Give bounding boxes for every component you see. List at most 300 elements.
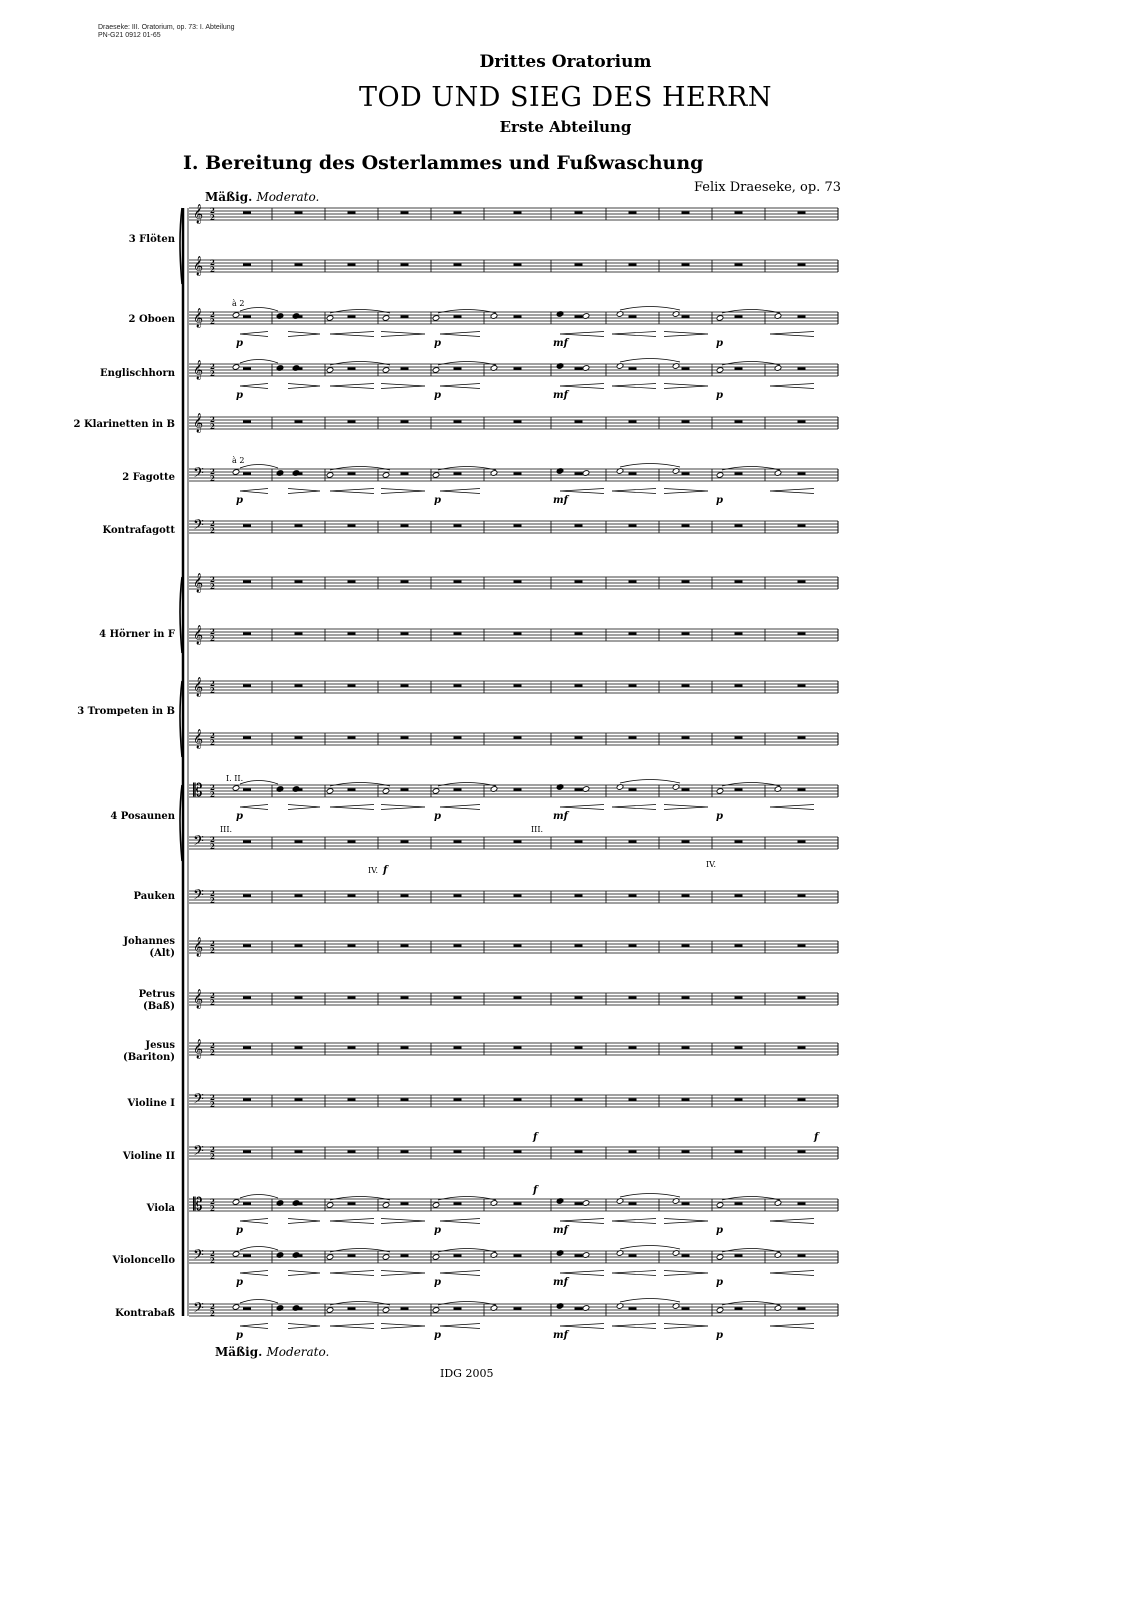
hairpin-line — [240, 1324, 268, 1327]
whole-rest — [682, 212, 690, 214]
slur — [620, 464, 680, 468]
whole-rest — [243, 895, 251, 897]
diminuendo-hairpin — [381, 805, 425, 810]
dynamic-f: f — [533, 1185, 538, 1196]
whole-rest — [295, 212, 303, 214]
hairpin-line — [330, 807, 374, 810]
note-head — [432, 1307, 440, 1314]
staff — [189, 1091, 838, 1111]
staff — [189, 256, 838, 276]
hairpin-line — [560, 1271, 604, 1274]
whole-rest — [735, 997, 743, 999]
composer: Felix Draeseke, op. 73 — [693, 180, 841, 195]
dynamic-p: p — [716, 338, 723, 349]
whole-rest — [798, 841, 806, 843]
crescendo-hairpin — [240, 1324, 268, 1329]
note-head — [326, 1307, 334, 1314]
whole-rest — [575, 212, 583, 214]
whole-rest — [575, 1203, 583, 1205]
whole-rest — [629, 473, 637, 475]
hairpin-line — [440, 1271, 480, 1274]
whole-rest — [629, 1099, 637, 1101]
whole-rest — [454, 841, 462, 843]
dynamic-p: p — [716, 1225, 723, 1236]
crescendo-hairpin — [770, 332, 814, 337]
staff — [189, 1247, 838, 1267]
whole-rest — [514, 1151, 522, 1153]
whole-rest — [348, 368, 356, 370]
staff — [189, 937, 838, 957]
dynamic-mf: mf — [553, 495, 568, 506]
instrument-name: 3 Flöten — [128, 234, 175, 245]
whole-rest — [514, 1099, 522, 1101]
tempo-italian: Moderato. — [256, 190, 320, 204]
whole-rest — [798, 473, 806, 475]
whole-rest — [798, 421, 806, 423]
time-signature-top: 2 — [210, 1249, 215, 1258]
hairpin-line — [240, 1221, 268, 1224]
whole-rest — [735, 525, 743, 527]
crescendo-hairpin — [240, 332, 268, 337]
whole-rest — [243, 945, 251, 947]
hairpin-line — [664, 491, 708, 494]
dynamic-p: p — [236, 338, 243, 349]
crescendo-hairpin — [330, 384, 374, 389]
crescendo-hairpin — [770, 1324, 814, 1329]
note-head — [232, 312, 240, 319]
whole-rest — [348, 316, 356, 318]
dynamic-p: p — [434, 390, 441, 401]
slur — [620, 1194, 680, 1198]
crescendo-hairpin — [560, 332, 604, 337]
whole-rest — [348, 895, 356, 897]
whole-rest — [629, 1151, 637, 1153]
crescendo-hairpin — [612, 1219, 656, 1224]
clef: 𝄞 — [193, 308, 204, 328]
whole-rest — [682, 685, 690, 687]
whole-rest — [295, 421, 303, 423]
whole-rest — [735, 421, 743, 423]
slur — [722, 1197, 780, 1201]
whole-rest — [295, 633, 303, 635]
instrument-name: Jesus — [145, 1040, 175, 1051]
crescendo-hairpin — [560, 805, 604, 810]
hairpin-line — [664, 807, 708, 810]
whole-rest — [348, 525, 356, 527]
dynamic-p: p — [236, 495, 243, 506]
whole-rest — [348, 581, 356, 583]
clef: 𝄞 — [193, 989, 204, 1009]
crescendo-hairpin — [560, 1271, 604, 1276]
time-signature-top: 2 — [210, 889, 215, 898]
hairpin-line — [612, 1324, 656, 1327]
hairpin-line — [770, 805, 814, 808]
instrument-name: Petrus — [138, 989, 175, 1000]
whole-rest — [735, 1047, 743, 1049]
crescendo-hairpin — [560, 384, 604, 389]
note-head — [232, 364, 240, 371]
whole-rest — [454, 581, 462, 583]
time-signature-top: 2 — [210, 362, 215, 371]
note-head — [232, 1251, 240, 1258]
header-note-line2: PN-G21 0912 01-65 — [98, 32, 161, 39]
diminuendo-hairpin — [381, 489, 425, 494]
whole-rest — [735, 1203, 743, 1205]
trombone-part-marking: III. — [531, 825, 544, 834]
crescendo-hairpin — [330, 1219, 374, 1224]
whole-rest — [514, 633, 522, 635]
whole-rest — [243, 1203, 251, 1205]
slur — [240, 781, 278, 785]
slur — [240, 1247, 278, 1251]
whole-rest — [575, 945, 583, 947]
whole-rest — [243, 997, 251, 999]
hairpin-line — [330, 334, 374, 337]
crescendo-hairpin — [770, 1271, 814, 1276]
hairpin-line — [440, 384, 480, 387]
diminuendo-hairpin — [664, 1219, 708, 1224]
instrument-name: Viola — [146, 1203, 175, 1214]
instrument-name: 4 Posaunen — [110, 811, 175, 822]
hairpin-line — [560, 1326, 604, 1329]
crescendo-hairpin — [240, 489, 268, 494]
time-signature-bottom: 2 — [210, 1100, 215, 1109]
instrument-name: Englischhorn — [100, 368, 175, 379]
hairpin-line — [664, 1273, 708, 1276]
hairpin-line — [664, 489, 708, 492]
hairpin-line — [440, 1219, 480, 1222]
hairpin-line — [288, 1271, 320, 1274]
hairpin-line — [381, 384, 425, 387]
whole-rest — [682, 633, 690, 635]
whole-rest — [454, 368, 462, 370]
header-note-line1: Draeseke: III. Oratorium, op. 73: I. Abteilung — [98, 24, 235, 31]
time-signature-bottom: 2 — [210, 1152, 215, 1161]
time-signature-top: 2 — [210, 1145, 215, 1154]
hairpin-line — [240, 491, 268, 494]
whole-rest — [682, 264, 690, 266]
whole-rest — [348, 421, 356, 423]
hairpin-line — [664, 384, 708, 387]
whole-rest — [735, 1308, 743, 1310]
instrument-name: Kontrafagott — [102, 525, 175, 536]
whole-rest — [514, 1255, 522, 1257]
note-head — [382, 315, 390, 322]
dynamic-mf: mf — [553, 1277, 568, 1288]
whole-rest — [798, 1151, 806, 1153]
hairpin-line — [770, 1271, 814, 1274]
whole-rest — [575, 368, 583, 370]
clef: 𝄢 — [193, 887, 204, 907]
staff-brace — [180, 208, 182, 284]
whole-rest — [575, 895, 583, 897]
whole-rest — [798, 581, 806, 583]
hairpin-line — [612, 805, 656, 808]
note-head — [326, 367, 334, 374]
whole-rest — [348, 1255, 356, 1257]
note-head — [716, 315, 724, 322]
hairpin-line — [770, 334, 814, 337]
whole-rest — [629, 737, 637, 739]
dynamic-p: p — [434, 1277, 441, 1288]
time-signature-top: 2 — [210, 1041, 215, 1050]
time-signature-top: 2 — [210, 1093, 215, 1102]
whole-rest — [243, 1255, 251, 1257]
dynamic-mf: mf — [553, 390, 568, 401]
note-head — [326, 315, 334, 322]
crescendo-hairpin — [440, 384, 480, 389]
dynamic-p: p — [236, 1277, 243, 1288]
whole-rest — [243, 264, 251, 266]
time-signature-top: 2 — [210, 1197, 215, 1206]
a2-marking: à 2 — [232, 299, 245, 308]
whole-rest — [735, 581, 743, 583]
slur — [620, 780, 680, 784]
whole-rest — [682, 421, 690, 423]
hairpin-line — [240, 1219, 268, 1222]
hairpin-line — [440, 386, 480, 389]
whole-rest — [798, 737, 806, 739]
time-signature-top: 2 — [210, 206, 215, 215]
hairpin-line — [288, 1219, 320, 1222]
clef: 𝄢 — [193, 1091, 204, 1111]
hairpin-line — [381, 332, 425, 335]
note-head — [382, 788, 390, 795]
crescendo-hairpin — [330, 489, 374, 494]
dynamic-p: p — [716, 1330, 723, 1341]
whole-rest — [514, 1203, 522, 1205]
whole-rest — [401, 316, 409, 318]
hairpin-line — [288, 489, 320, 492]
time-signature-top: 2 — [210, 783, 215, 792]
note-head — [432, 1254, 440, 1261]
clef: 𝄞 — [193, 413, 204, 433]
hairpin-line — [288, 334, 320, 337]
whole-rest — [454, 1099, 462, 1101]
hairpin-line — [288, 807, 320, 810]
instrument-name: Pauken — [133, 891, 175, 902]
whole-rest — [735, 737, 743, 739]
crescendo-hairpin — [440, 489, 480, 494]
hairpin-line — [288, 491, 320, 494]
whole-rest — [401, 1203, 409, 1205]
whole-rest — [629, 368, 637, 370]
time-signature-top: 2 — [210, 939, 215, 948]
whole-rest — [629, 997, 637, 999]
crescendo-hairpin — [330, 332, 374, 337]
whole-rest — [348, 1203, 356, 1205]
whole-rest — [798, 1203, 806, 1205]
whole-rest — [514, 368, 522, 370]
hairpin-line — [664, 1221, 708, 1224]
instrument-name: 2 Fagotte — [122, 472, 175, 483]
whole-rest — [348, 212, 356, 214]
slur — [722, 783, 780, 787]
hairpin-line — [330, 1271, 374, 1274]
whole-rest — [798, 1255, 806, 1257]
hairpin-line — [240, 805, 268, 808]
whole-rest — [401, 685, 409, 687]
staff — [189, 1300, 838, 1320]
whole-rest — [514, 1308, 522, 1310]
whole-rest — [454, 1308, 462, 1310]
whole-rest — [682, 1255, 690, 1257]
whole-rest — [682, 1099, 690, 1101]
whole-rest — [243, 581, 251, 583]
whole-rest — [629, 212, 637, 214]
time-signature-bottom: 2 — [210, 998, 215, 1007]
whole-rest — [243, 1151, 251, 1153]
hairpin-line — [770, 1221, 814, 1224]
whole-rest — [401, 633, 409, 635]
time-signature-bottom: 2 — [210, 213, 215, 222]
slur — [620, 1299, 680, 1303]
hairpin-line — [440, 807, 480, 810]
crescendo-hairpin — [330, 805, 374, 810]
whole-rest — [401, 997, 409, 999]
whole-rest — [798, 1047, 806, 1049]
time-signature-top: 2 — [210, 467, 215, 476]
whole-rest — [454, 895, 462, 897]
hairpin-line — [288, 1273, 320, 1276]
whole-rest — [629, 316, 637, 318]
time-signature-bottom: 2 — [210, 1256, 215, 1265]
voice-type: (Alt) — [149, 948, 175, 959]
time-signature-bottom: 2 — [210, 634, 215, 643]
whole-rest — [514, 895, 522, 897]
whole-rest — [243, 1047, 251, 1049]
whole-rest — [454, 473, 462, 475]
slur — [240, 1300, 278, 1304]
hairpin-line — [560, 334, 604, 337]
time-signature-bottom: 2 — [210, 842, 215, 851]
hairpin-line — [440, 489, 480, 492]
hairpin-line — [560, 1219, 604, 1222]
instrument-name: Violine I — [127, 1098, 175, 1109]
slur — [330, 362, 390, 366]
whole-rest — [735, 1255, 743, 1257]
time-signature-bottom: 2 — [210, 790, 215, 799]
whole-rest — [629, 1255, 637, 1257]
crescendo-hairpin — [612, 384, 656, 389]
hairpin-line — [770, 1326, 814, 1329]
hairpin-line — [770, 386, 814, 389]
hairpin-line — [240, 386, 268, 389]
crescendo-hairpin — [440, 1219, 480, 1224]
hairpin-line — [330, 491, 374, 494]
whole-rest — [798, 945, 806, 947]
clef: 𝄡 — [193, 1195, 203, 1215]
whole-rest — [682, 1047, 690, 1049]
hairpin-line — [560, 491, 604, 494]
staff — [189, 1195, 838, 1215]
whole-rest — [629, 633, 637, 635]
whole-rest — [514, 421, 522, 423]
note-head — [382, 1254, 390, 1261]
hairpin-line — [381, 1326, 425, 1329]
time-signature-bottom: 2 — [210, 738, 215, 747]
whole-rest — [348, 264, 356, 266]
hairpin-line — [612, 1271, 656, 1274]
crescendo-hairpin — [560, 1219, 604, 1224]
staff-brace — [180, 785, 182, 861]
whole-rest — [454, 1203, 462, 1205]
clef: 𝄢 — [193, 465, 204, 485]
whole-rest — [295, 997, 303, 999]
dynamic-mf: mf — [553, 811, 568, 822]
hairpin-line — [612, 807, 656, 810]
time-signature-top: 2 — [210, 991, 215, 1000]
hairpin-line — [664, 1324, 708, 1327]
whole-rest — [514, 685, 522, 687]
note-head — [382, 1307, 390, 1314]
hairpin-line — [330, 1273, 374, 1276]
whole-rest — [798, 1099, 806, 1101]
hairpin-line — [330, 1324, 374, 1327]
time-signature-bottom: 2 — [210, 946, 215, 955]
hairpin-line — [330, 805, 374, 808]
hairpin-line — [330, 1221, 374, 1224]
note-head — [232, 785, 240, 792]
staff — [189, 833, 838, 853]
whole-rest — [348, 1099, 356, 1101]
hairpin-line — [288, 386, 320, 389]
slur — [620, 307, 680, 311]
whole-rest — [735, 1151, 743, 1153]
whole-rest — [295, 1047, 303, 1049]
whole-rest — [629, 421, 637, 423]
time-signature-top: 2 — [210, 310, 215, 319]
time-signature-bottom: 2 — [210, 686, 215, 695]
slur — [722, 362, 780, 366]
whole-rest — [514, 316, 522, 318]
whole-rest — [454, 1047, 462, 1049]
whole-rest — [798, 212, 806, 214]
diminuendo-hairpin — [664, 489, 708, 494]
trombone-part-marking: I. II. — [226, 774, 244, 783]
whole-rest — [243, 633, 251, 635]
crescendo-hairpin — [770, 805, 814, 810]
whole-rest — [243, 789, 251, 791]
whole-rest — [243, 525, 251, 527]
slur — [620, 1246, 680, 1250]
whole-rest — [798, 633, 806, 635]
dynamic-p: p — [434, 1330, 441, 1341]
note-head — [326, 1254, 334, 1261]
whole-rest — [575, 685, 583, 687]
note-head — [716, 1202, 724, 1209]
slur — [438, 1197, 496, 1201]
hairpin-line — [560, 386, 604, 389]
whole-rest — [514, 212, 522, 214]
hairpin-line — [440, 334, 480, 337]
whole-rest — [682, 581, 690, 583]
whole-rest — [348, 1308, 356, 1310]
whole-rest — [348, 473, 356, 475]
clef: 𝄞 — [193, 256, 204, 276]
clef: 𝄞 — [193, 937, 204, 957]
part-title: Erste Abteilung — [499, 118, 632, 136]
whole-rest — [735, 1099, 743, 1101]
note-head — [432, 472, 440, 479]
whole-rest — [682, 1151, 690, 1153]
whole-rest — [295, 1151, 303, 1153]
whole-rest — [575, 473, 583, 475]
whole-rest — [735, 685, 743, 687]
hairpin-line — [240, 332, 268, 335]
whole-rest — [629, 1047, 637, 1049]
whole-rest — [798, 685, 806, 687]
